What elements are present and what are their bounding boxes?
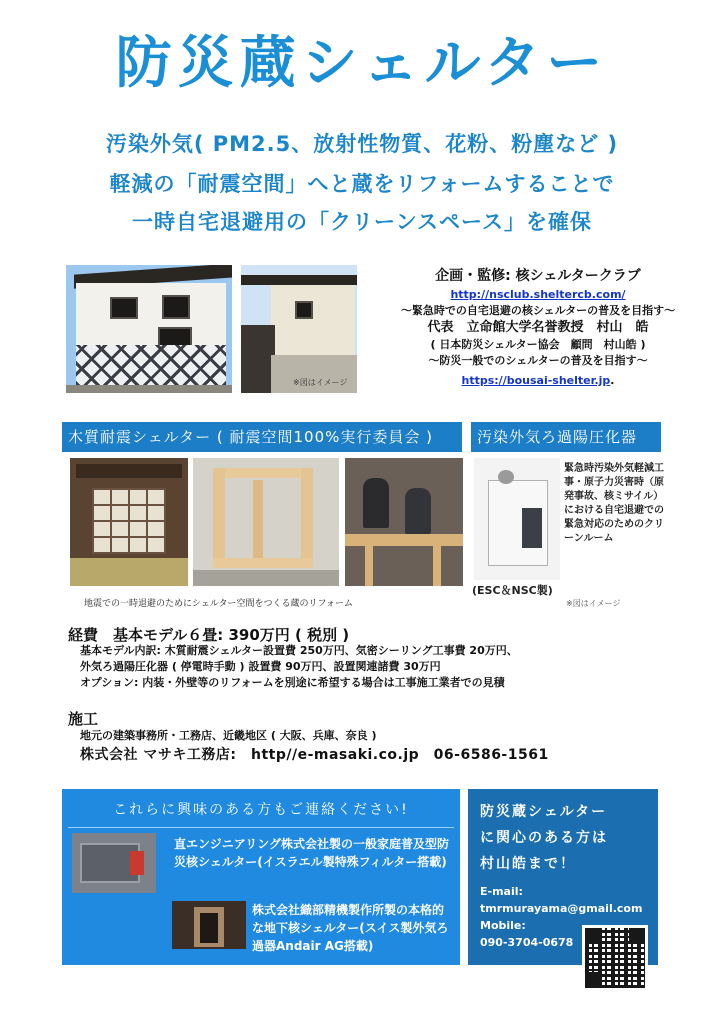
mobile-number[interactable]: 090-3704-0678 xyxy=(480,936,574,949)
contact-line-1: 防災蔵シェルター xyxy=(480,804,608,820)
cost-breakdown-2: 外気ろ過陽圧化器 ( 停電時手動 ) 設置費 90万円、設置関連諸費 30万円 xyxy=(80,660,441,673)
shelter-interior-photo xyxy=(70,458,188,586)
planner-mission-2: ～防災一般でのシェルターの普及を目指す～ xyxy=(428,354,648,367)
contact-heading: これらに興味のある方もご連絡ください! xyxy=(113,802,409,818)
planner-representative: 代表 立命館大学名誉教授 村山 皓 xyxy=(427,320,649,335)
wood-frame-photo xyxy=(193,458,339,586)
nsclub-link[interactable]: http://nsclub.sheltercb.com/ xyxy=(450,288,626,301)
wood-caption: 地震での一時退避のためにシェルター空間をつくる蔵のリフォーム xyxy=(84,599,354,609)
kura-storehouse-photo xyxy=(66,265,232,393)
mobile-label: Mobile: xyxy=(480,919,526,932)
page-title: 防災蔵シェルター xyxy=(115,31,609,96)
planner-association: ( 日本防災シェルター協会 顧問 村山皓 ) xyxy=(430,338,646,351)
underground-shelter-photo xyxy=(172,901,246,949)
company-info: 株式会社 マサキ工務店: http//e-masaki.co.jp 06-6586-1561 xyxy=(80,747,549,763)
qr-code-pattern xyxy=(585,928,645,988)
filter-header: 汚染外気ろ過陽圧化器 xyxy=(471,422,661,452)
bousai-shelter-link[interactable]: https://bousai-shelter.jp xyxy=(461,374,611,387)
subtitle-line-3: 一時自宅退避用の「クリーンスペース」を確保 xyxy=(132,210,592,234)
cost-breakdown-1: 基本モデル内訳: 木質耐震シェルター設置費 250万円、気密シーリング工事費 20万円、 xyxy=(80,644,518,657)
subtitle-line-1: 汚染外気( PM2.5、放射性物質、花粉、粉塵など ) xyxy=(105,132,619,156)
planner-title: 企画・監修: 核シェルタークラブ xyxy=(435,268,641,284)
contact-item-1: 直エンジニアリング株式会社製の一般家庭普及型防災核シェルター(イスラエル製特殊フィルター搭載) xyxy=(174,837,449,869)
planner-mission: ～緊急時での自宅退避の核シェルターの普及を目指す～ xyxy=(400,304,676,317)
cost-option: オプション: 内装・外壁等のリフォームを別途に希望する場合は工事施工業者での見積 xyxy=(80,676,505,689)
subtitle-line-2: 軽減の「耐震空間」へと蔵をリフォームすることで xyxy=(109,172,615,196)
filter-description: 緊急時汚染外気軽減工事・原子力災害時（原発事故、核ミサイル）における自宅退避での緊急対応のためのクリーンルーム xyxy=(564,463,664,544)
filter-unit-photo xyxy=(474,458,560,580)
home-shelter-photo xyxy=(72,833,156,893)
link-period: . xyxy=(610,374,615,387)
wood-shelter-header: 木質耐震シェルター ( 耐震空間100%実行委員会 ) xyxy=(62,422,462,452)
filter-maker: (ESC＆NSC製) xyxy=(472,584,553,597)
image-note: ※図はイメージ xyxy=(293,378,348,387)
planner-block xyxy=(364,265,712,389)
contact-line-3: 村山皓まで！ xyxy=(480,856,576,872)
kura-side-photo xyxy=(241,265,357,393)
cost-title: 経費 基本モデル６畳: 390万円 ( 税別 ) xyxy=(68,626,350,644)
construction-area: 地元の建築事務所・工務店、近畿地区 ( 大阪、兵庫、奈良 ) xyxy=(80,729,377,742)
contact-item-2: 株式会社織部精機製作所製の本格的な地下核シェルター(スイス製外気ろ過器Andair AG搭載) xyxy=(252,903,449,953)
email-address[interactable]: tmrmurayama@gmail.com xyxy=(480,902,643,915)
divider xyxy=(68,827,454,828)
qr-code[interactable] xyxy=(582,925,648,991)
filter-image-note: ※図はイメージ xyxy=(566,599,621,608)
construction-title: 施工 xyxy=(68,710,99,728)
contact-line-2: に関心のある方は xyxy=(480,830,608,846)
email-label: E-mail: xyxy=(480,885,523,898)
contact-box xyxy=(62,789,460,965)
construction-work-photo xyxy=(345,458,463,586)
